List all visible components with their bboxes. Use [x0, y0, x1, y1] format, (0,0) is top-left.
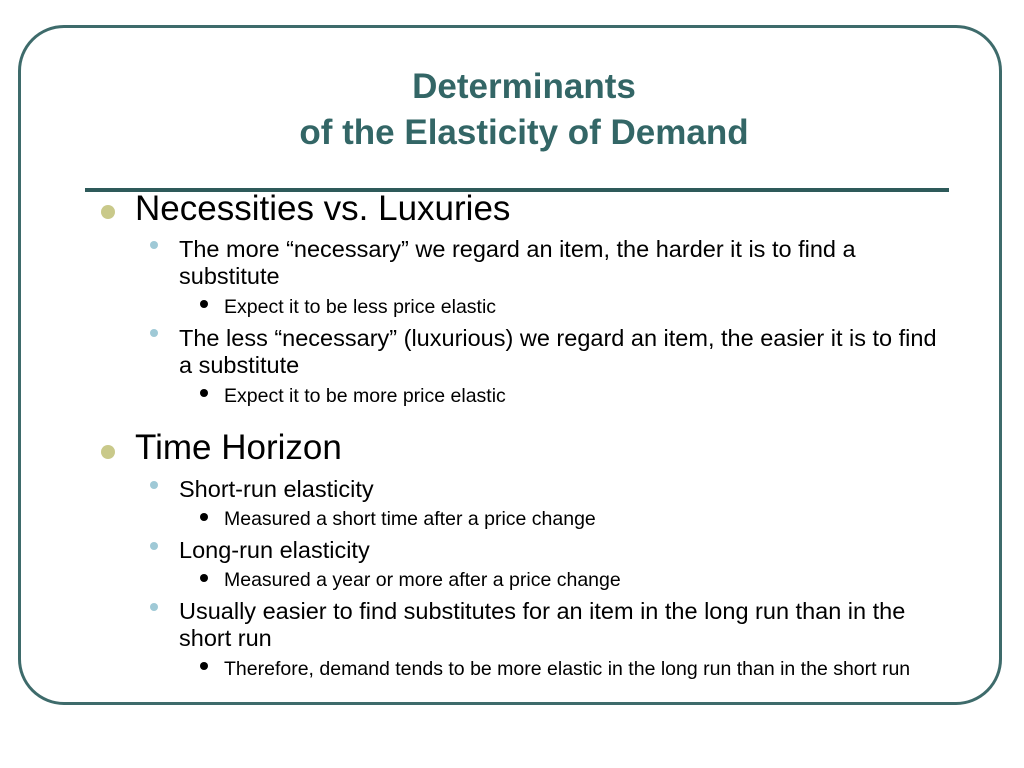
level3-bullet-icon	[200, 574, 208, 582]
section-heading-time-horizon: Time Horizon	[135, 428, 342, 467]
subpoint-long-run-measured: Measured a year or more after a price change	[224, 569, 621, 591]
level2-bullet-icon	[150, 542, 158, 550]
level1-bullet-icon	[101, 205, 115, 219]
level1-bullet-icon	[101, 445, 115, 459]
subpoint-more-elastic-long-run: Therefore, demand tends to be more elastic in the long run than in the short run	[224, 658, 911, 680]
point-more-necessary: The more “necessary” we regard an item, the harder it is to find a substitute	[179, 236, 856, 289]
level2-bullet-icon	[150, 603, 158, 611]
subpoint-less-elastic: Expect it to be less price elastic	[224, 296, 497, 318]
point-less-necessary: The less “necessary” (luxurious) we regard an item, the easier it is to find a substitute	[179, 325, 937, 378]
title-line-1: Determinants	[412, 67, 636, 106]
section-heading-necessities: Necessities vs. Luxuries	[135, 189, 511, 228]
level2-bullet-icon	[150, 481, 158, 489]
level2-bullet-icon	[150, 329, 158, 337]
level2-bullet-icon	[150, 241, 158, 249]
level3-bullet-icon	[200, 300, 208, 308]
point-short-run: Short-run elasticity	[179, 476, 374, 502]
subpoint-short-run-measured: Measured a short time after a price change	[224, 508, 596, 530]
point-long-run: Long-run elasticity	[179, 537, 370, 563]
level3-bullet-icon	[200, 513, 208, 521]
subpoint-more-elastic: Expect it to be more price elastic	[224, 385, 506, 407]
level3-bullet-icon	[200, 389, 208, 397]
title-line-2: of the Elasticity of Demand	[299, 113, 749, 152]
level3-bullet-icon	[200, 662, 208, 670]
point-substitutes-long-run: Usually easier to find substitutes for an item in the long run than in the short run	[179, 598, 906, 651]
